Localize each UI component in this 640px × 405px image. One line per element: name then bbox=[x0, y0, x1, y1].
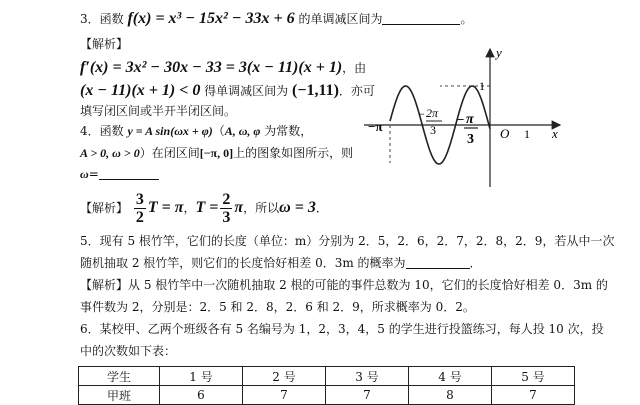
table-cell: 8 bbox=[409, 386, 492, 405]
q6-line1: 6．某校甲、乙两个班级各有 5 名编号为 1，2，3，4，5 的学生进行投篮练习，每人投 10 次，投 bbox=[80, 322, 604, 336]
q4-result: ω = 3 bbox=[279, 199, 316, 216]
table-header-cell: 4 号 bbox=[409, 367, 492, 386]
q4-jiexi-line: 【解析】 $\frac{3}{2}$ T = π，T = $\frac{2}{3}$ π，所以ω = 3． bbox=[80, 191, 328, 226]
table-header-cell: 3 号 bbox=[326, 367, 409, 386]
table-cell: 7 bbox=[326, 386, 409, 405]
y-axis-label: y bbox=[496, 45, 502, 60]
q5-jiexi-line2: 事件数为 2，分别是：2．5 和 2．8，2．6 和 2．9，所求概率为 0．2。 bbox=[80, 300, 475, 314]
x-tick-two-pi-sign: − bbox=[418, 107, 425, 121]
q6-line2: 中的次数如下表： bbox=[80, 344, 177, 358]
x-axis-label: x bbox=[552, 126, 558, 141]
q4-condition-line: A > 0, ω > 0）在闭区间[−π, 0]上的图象如图所示，则 bbox=[80, 146, 354, 160]
q3-stem: 3．函数 f(x) = x³ − 15x² − 33x + 6 的单调减区间为 。 bbox=[80, 10, 473, 27]
q3-note: 填写闭区间或半开半闭区间。 bbox=[80, 104, 237, 118]
x-tick-neg-pi: −π bbox=[368, 119, 383, 134]
table-row bbox=[79, 386, 575, 405]
q4-function: y = A sin(ωx + φ) bbox=[127, 124, 213, 138]
table-header-cell: 2 号 bbox=[243, 367, 326, 386]
q4-answer-blank[interactable] bbox=[99, 167, 159, 180]
q3-interval: (−1,11) bbox=[292, 82, 339, 99]
sine-graph bbox=[360, 45, 570, 190]
q3-answer-blank[interactable] bbox=[382, 12, 460, 25]
table-header-cell: 1 号 bbox=[160, 367, 243, 386]
q5-line2: 随机抽取 2 根竹竿，则它们的长度恰好相差 0．3m 的概率为 ． bbox=[80, 256, 482, 270]
y-tick-one: 1 bbox=[479, 79, 485, 93]
x-tick-one: 1 bbox=[524, 127, 530, 141]
q4-omega: ω bbox=[80, 167, 89, 181]
table-header-cell: 5 号 bbox=[492, 367, 575, 386]
q5-jiexi-line1: 【解析】从 5 根竹竿中一次随机抽取 2 根的可能的事件总数为 10，它们的长度恰好相差 0．3m 的 bbox=[80, 278, 608, 292]
score-table bbox=[78, 366, 575, 405]
table-header-row bbox=[79, 367, 575, 386]
q4-range: [−π, 0] bbox=[199, 146, 234, 160]
x-tick-pi-sign: − bbox=[457, 112, 465, 127]
q3-function: f(x) = x³ − 15x² − 33x + 6 bbox=[127, 10, 295, 27]
table-header-cell: 学生 bbox=[79, 367, 160, 386]
x-tick-two-pi-den: 3 bbox=[430, 123, 436, 137]
x-tick-pi-den: 3 bbox=[467, 132, 474, 147]
x-tick-two-pi-num: 2π bbox=[426, 106, 439, 120]
q5-answer-blank[interactable] bbox=[406, 256, 470, 269]
table-cell: 7 bbox=[243, 386, 326, 405]
table-cell: 6 bbox=[160, 386, 243, 405]
q4-omega-line: ω= bbox=[80, 167, 159, 182]
q3-derivative: f′(x) = 3x² − 30x − 33 = 3(x − 11)(x + 1) bbox=[80, 59, 343, 76]
q3-inequality: (x − 11)(x + 1) < 0 bbox=[80, 82, 201, 99]
table-cell: 甲班 bbox=[79, 386, 160, 405]
q4-condition: A > 0, ω > 0 bbox=[80, 146, 140, 160]
q4-stem: 4．函数 y = A sin(ωx + φ)（A, ω, φ 为常数， bbox=[80, 124, 313, 138]
q3-inequality-line: (x − 11)(x + 1) < 0 得单调减区间为 (−1,11)．亦可 bbox=[80, 82, 375, 99]
x-tick-pi-num: π bbox=[466, 112, 474, 127]
q4-fraction-3-2: $\frac{3}{2}$ bbox=[135, 191, 144, 226]
q3-jiexi-label: 【解析】 bbox=[80, 37, 129, 51]
origin-label: O bbox=[500, 126, 510, 141]
table-cell: 7 bbox=[492, 386, 575, 405]
q4-fraction-2-3: $\frac{2}{3}$ bbox=[222, 191, 231, 226]
q5-line1: 5．现有 5 根竹竿，它们的长度（单位：m）分别为 2．5，2．6，2．7，2．8，2．9，若从中一次 bbox=[80, 234, 615, 248]
q4-params: A, ω, φ bbox=[224, 124, 261, 138]
q3-derivative-line: f′(x) = 3x² − 30x − 33 = 3(x − 11)(x + 1)，由 bbox=[80, 59, 367, 76]
